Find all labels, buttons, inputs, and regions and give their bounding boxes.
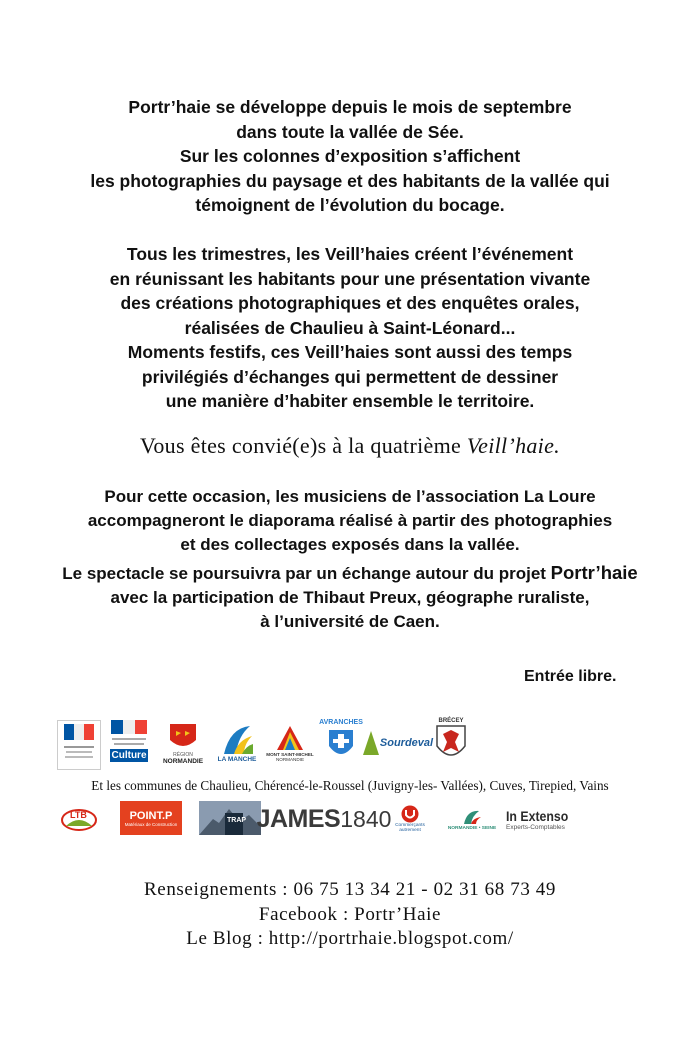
exchange-line: avec la participation de Thibaut Preux, géographe ruraliste, xyxy=(110,588,590,607)
project-name: Portr’haie xyxy=(550,562,638,583)
contact-blog[interactable]: Le Blog : http://portrhaie.blogspot.com/ xyxy=(186,928,514,949)
exchange-paragraph xyxy=(0,561,700,634)
communes-line: Et les communes de Chaulieu, Chérencé-le-Roussel (Juvigny-les- Vallées), Cuves, Tirepied, Vains xyxy=(91,778,609,793)
msm-label: MONT SAINT-MICHEL xyxy=(266,752,314,757)
inextenso-label: In Extenso xyxy=(506,807,569,824)
intro-paragraph xyxy=(0,95,700,218)
music-line: Pour cette occasion, les musiciens de l’association La Loure xyxy=(104,487,596,506)
ltb-label: LTB xyxy=(70,810,87,820)
republique-francaise-logo xyxy=(57,720,101,770)
intro-line: Portr’haie se développe depuis le mois de septembre xyxy=(128,97,572,117)
exchange-line: à l’université de Caen. xyxy=(260,612,440,631)
in-extenso-logo xyxy=(506,802,580,836)
events-line: en réunissant les habitants pour une présentation vivante xyxy=(109,268,591,289)
super-u-logo xyxy=(385,802,435,836)
credit-agricole-logo xyxy=(441,802,503,836)
manche-label: LA MANCHE xyxy=(217,755,257,763)
james-1840-logo xyxy=(256,802,392,836)
trap-logo xyxy=(199,801,261,835)
events-paragraph xyxy=(0,242,700,414)
events-line: Tous les trimestres, les Veill’haies créent l’événement xyxy=(126,244,574,264)
region-label: RÉGION xyxy=(173,751,193,758)
u-sub1-label: Commerçants xyxy=(395,823,425,828)
music-line: accompagneront le diaporama réalisé à partir des photographies xyxy=(87,511,613,530)
ltb-logo xyxy=(59,803,99,833)
pointp-sub-label: Matériaux de Construction xyxy=(124,821,178,827)
culture-ministry-logo xyxy=(109,720,149,768)
music-line: et des collectages exposés dans la vallée. xyxy=(180,535,520,554)
inextenso-sub-label: Experts-Comptables xyxy=(506,823,565,831)
intro-line: les photographies du paysage et des habitants de la vallée qui xyxy=(90,170,610,191)
point-p-logo xyxy=(120,801,182,835)
events-line: une manière d’habiter ensemble le territoire. xyxy=(165,391,535,411)
contact-facebook: Facebook : Portr’Haie xyxy=(258,904,442,925)
invitation-italic: Veill’haie. xyxy=(466,433,560,458)
james-year-label: 1840 xyxy=(340,805,392,832)
music-paragraph xyxy=(0,485,700,557)
sourdeval-label: Sourdeval xyxy=(379,737,434,749)
exchange-line-text: Le spectacle se poursuivra par un échange autour du projet xyxy=(62,564,551,583)
region-normandie-logo xyxy=(161,720,205,766)
sourdeval-logo xyxy=(369,726,434,760)
trap-label: TRAP xyxy=(227,817,247,824)
invitation-text: Vous êtes convié(e)s à la quatrième xyxy=(140,433,467,458)
culture-label: Culture xyxy=(111,750,147,761)
la-manche-logo xyxy=(214,720,260,766)
mont-saint-michel-logo xyxy=(266,720,314,766)
contact-phones: Renseignements : 06 75 13 34 21 - 02 31 68 73 49 xyxy=(144,879,556,900)
exchange-line xyxy=(0,561,700,586)
events-line: Moments festifs, ces Veill’haies sont aussi des temps xyxy=(127,342,573,362)
intro-line: témoignent de l’évolution du bocage. xyxy=(195,195,505,215)
pointp-label: POINT.P xyxy=(129,809,173,822)
u-sub2-label: autrement xyxy=(399,828,421,833)
free-entry-text: Entrée libre. xyxy=(524,668,617,685)
avranches-logo xyxy=(317,719,365,767)
intro-line: Sur les colonnes d’exposition s’affichent xyxy=(179,146,521,166)
brecey-logo xyxy=(432,718,470,768)
intro-line: dans toute la vallée de Sée. xyxy=(236,121,464,142)
avranches-label: AVRANCHES xyxy=(319,719,363,726)
brecey-label: BRÉCEY xyxy=(438,718,464,724)
ca-sub-label: NORMANDIE • SEINE xyxy=(447,825,497,831)
events-line: des créations photographiques et des enquêtes orales, xyxy=(120,293,580,313)
james-label: JAMES xyxy=(256,804,341,833)
msm-sub-label: NORMANDIE xyxy=(275,757,305,762)
invitation-line xyxy=(0,433,700,459)
normandie-label: NORMANDIE xyxy=(162,757,204,765)
events-line: privilégiés d’échanges qui permettent de dessiner xyxy=(141,366,559,387)
events-line: réalisées de Chaulieu à Saint-Léonard... xyxy=(184,317,516,338)
